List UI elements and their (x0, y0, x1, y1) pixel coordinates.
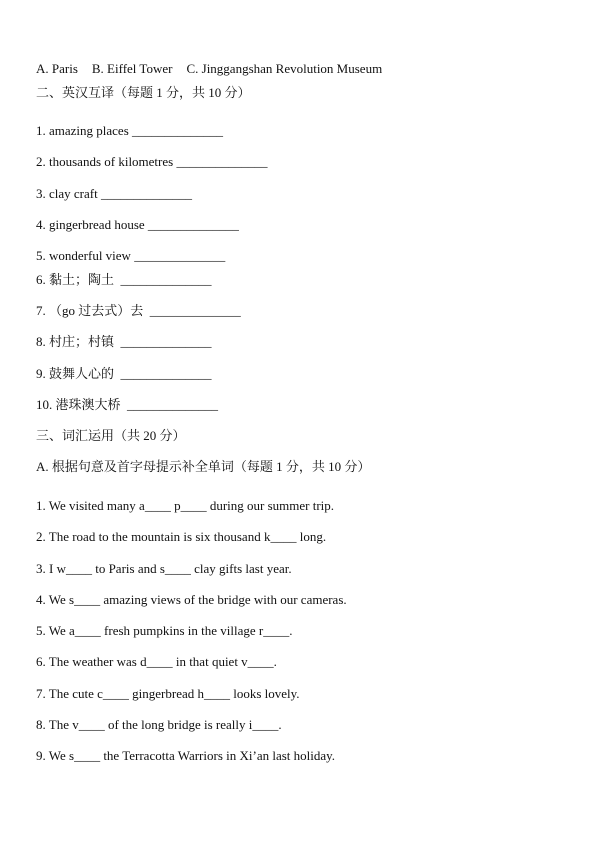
answer-options (36, 61, 382, 77)
section3-subtitle: A. 根据句意及首字母提示补全单词（每题 1 分，共 10 分） (36, 459, 371, 474)
section3-title: 三、词汇运用（共 20 分） (36, 428, 186, 443)
translation-item-9: 9. 鼓舞人心的 ______________ (36, 366, 212, 381)
answer-blank: ______________ (149, 303, 241, 318)
answer-blank: ______________ (100, 186, 192, 201)
option-c: C. Jinggangshan Revolution Museum (186, 61, 383, 76)
translation-item-7: 7. （go 过去式）去 ______________ (36, 303, 241, 318)
vocab-item-7: 7. The cute c____ gingerbread h____ looks lovely. (36, 686, 300, 701)
option-a: A. Paris (36, 61, 78, 76)
vocab-item-2: 2. The road to the mountain is six thousand k____ long. (36, 529, 327, 544)
vocab-item-9: 9. We s____ the Terracotta Warriors in Xi’an last holiday. (36, 748, 336, 763)
translation-item-4: 4. gingerbread house ______________ (36, 217, 239, 232)
option-b: B. Eiffel Tower (91, 61, 173, 76)
translation-item-10: 10. 港珠澳大桥 ______________ (36, 397, 219, 412)
vocab-item-3: 3. I w____ to Paris and s____ clay gifts last year. (36, 561, 292, 576)
answer-blank: ______________ (132, 123, 224, 138)
vocab-item-6: 6. The weather was d____ in that quiet v____. (36, 654, 277, 669)
answer-blank: ______________ (176, 154, 268, 169)
vocab-item-5: 5. We a____ fresh pumpkins in the village r____. (36, 623, 293, 638)
section2-title: 二、英汉互译（每题 1 分，共 10 分） (36, 85, 251, 100)
translation-item-6: 6. 黏土；陶土 ______________ (36, 272, 212, 287)
answer-blank: ______________ (120, 272, 212, 287)
answer-blank: ______________ (120, 366, 212, 381)
vocab-item-8: 8. The v____ of the long bridge is really i____. (36, 717, 282, 732)
translation-item-1: 1. amazing places ______________ (36, 123, 224, 138)
answer-blank: ______________ (134, 248, 226, 263)
vocab-item-1: 1. We visited many a____ p____ during our summer trip. (36, 498, 335, 513)
translation-item-8: 8. 村庄；村镇 ______________ (36, 334, 212, 349)
translation-item-3: 3. clay craft ______________ (36, 186, 192, 201)
answer-blank: ______________ (127, 397, 219, 412)
vocab-item-4: 4. We s____ amazing views of the bridge with our cameras. (36, 592, 347, 607)
answer-blank: ______________ (120, 334, 212, 349)
answer-blank: ______________ (147, 217, 239, 232)
translation-item-5: 5. wonderful view ______________ (36, 248, 226, 263)
translation-item-2: 2. thousands of kilometres ______________ (36, 154, 268, 169)
